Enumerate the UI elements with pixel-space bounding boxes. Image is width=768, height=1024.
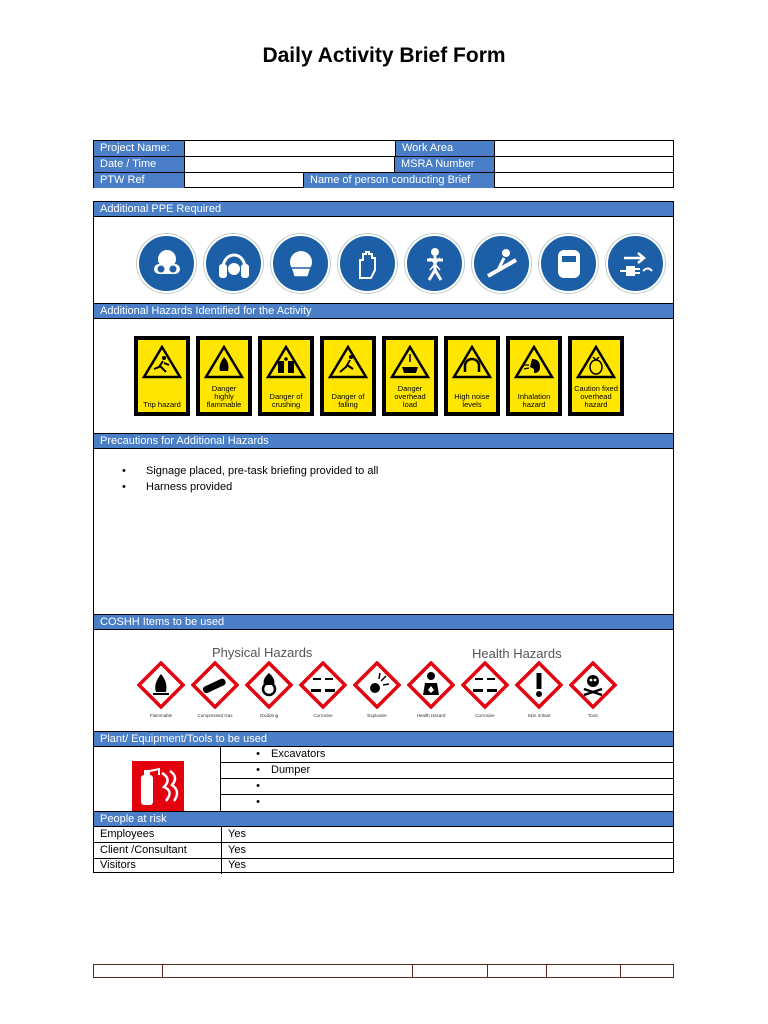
- falling-icon: [328, 345, 368, 379]
- gloves-icon: [338, 234, 397, 293]
- hazard-sign-falling: [320, 336, 376, 416]
- hazard-label: Danger overhead load: [394, 384, 426, 409]
- person-conducting-label: Name of person conducting Brief: [304, 173, 495, 188]
- table-row: [94, 827, 673, 843]
- fire-extinguisher-icon: [132, 761, 184, 811]
- safety-line-icon: [472, 234, 531, 293]
- hazard-label: Danger of falling: [331, 392, 365, 409]
- ghs-compressed-gas: Compressed Gas: [188, 661, 242, 718]
- exploding-bomb-icon: [353, 661, 401, 709]
- hazard-label: Inhalation hazard: [517, 392, 551, 409]
- precautions-section: [93, 433, 674, 615]
- hazard-sign-overhead-load: [382, 336, 438, 416]
- skull-icon: [569, 661, 617, 709]
- people-section: [93, 811, 674, 873]
- goggles-icon: [137, 234, 196, 293]
- ear-icon: [452, 345, 492, 379]
- hazard-sign-trip: [134, 336, 190, 416]
- ghs-explosive: Explosive: [350, 661, 404, 718]
- hazard-sign-inhalation: [506, 336, 562, 416]
- trip-icon: [142, 345, 182, 379]
- hazard-label: Trip hazard: [143, 400, 181, 409]
- gas-cylinder-icon: [191, 661, 239, 709]
- plant-item-row: • Excavators: [221, 747, 673, 763]
- date-time-label: Date / Time: [94, 157, 185, 173]
- ghs-health-hazard: Health Hazard: [404, 661, 458, 718]
- person-conducting-field[interactable]: [495, 173, 673, 188]
- ppe-icons-row: [137, 234, 665, 293]
- exclamation-icon: [515, 661, 563, 709]
- ghs-skin-irritant: Skin Irritant: [512, 661, 566, 718]
- work-area-field[interactable]: [495, 141, 673, 157]
- footer-table: [93, 964, 674, 978]
- coshh-section: [93, 614, 674, 732]
- health-hazard-icon: [407, 661, 455, 709]
- plant-icon-cell: [94, 747, 221, 811]
- ghs-oxidizing: Oxidizing: [242, 661, 296, 718]
- hazards-section: [93, 303, 674, 434]
- hazard-label: Danger highly flammable: [206, 384, 242, 409]
- inhalation-icon: [514, 345, 554, 379]
- ghs-flammable: Flammable: [134, 661, 188, 718]
- precautions-header: Precautions for Additional Hazards: [94, 434, 673, 449]
- hazard-sign-head-hazard: [568, 336, 624, 416]
- overhead-load-icon: [390, 345, 430, 379]
- risk-group-label: Visitors: [100, 859, 136, 871]
- ghs-corrosive-health: Corrosive: [458, 661, 512, 718]
- face-mask-icon: [271, 234, 330, 293]
- work-area-label: Work Area: [395, 141, 495, 157]
- disconnect-plug-icon: [606, 234, 665, 293]
- date-time-field[interactable]: [185, 157, 395, 173]
- msra-number-field[interactable]: [495, 157, 673, 173]
- ppe-section: [93, 201, 674, 304]
- people-header: People at risk: [94, 812, 673, 827]
- hazard-sign-noise: [444, 336, 500, 416]
- ppe-header: Additional PPE Required: [94, 202, 673, 217]
- list-item: • Harness provided: [122, 481, 233, 493]
- ptw-ref-field[interactable]: [185, 173, 304, 188]
- risk-group-label: Employees: [100, 828, 155, 840]
- table-row: [94, 858, 673, 874]
- flame-icon: [204, 345, 244, 379]
- msra-number-label: MSRA Number: [395, 157, 495, 173]
- hazard-sign-crushing: [258, 336, 314, 416]
- hazard-label: Caution fixed overhead hazard: [574, 384, 618, 409]
- health-hazards-title: Health Hazards: [472, 646, 562, 661]
- corrosion-icon: [299, 661, 347, 709]
- precautions-list: [122, 463, 378, 495]
- project-name-label: Project Name:: [94, 141, 185, 157]
- hazard-signs-row: [134, 336, 624, 416]
- crushing-icon: [266, 345, 306, 379]
- page-title: Daily Activity Brief Form: [262, 44, 506, 67]
- corrosion-icon: [461, 661, 509, 709]
- plant-header: Plant/ Equipment/Tools to be used: [94, 732, 673, 747]
- risk-group-value[interactable]: Yes: [228, 859, 246, 871]
- risk-group-label: Client /Consultant: [100, 844, 187, 856]
- coshh-header: COSHH Items to be used: [94, 615, 673, 630]
- ghs-corrosive: Corrosive: [296, 661, 350, 718]
- risk-group-value[interactable]: Yes: [228, 828, 246, 840]
- ear-defenders-icon: [204, 234, 263, 293]
- plant-item-row[interactable]: •: [256, 796, 260, 808]
- hazard-label: Danger of crushing: [269, 392, 303, 409]
- hazard-label: High noise levels: [454, 392, 490, 409]
- harness-icon: [405, 234, 464, 293]
- plant-item-row[interactable]: •: [221, 779, 673, 795]
- hazard-sign-flammable: [196, 336, 252, 416]
- plant-item-row: • Dumper: [221, 763, 673, 779]
- risk-group-value[interactable]: Yes: [228, 844, 246, 856]
- physical-hazards-title: Physical Hazards: [212, 645, 313, 660]
- ptw-ref-label: PTW Ref: [94, 173, 185, 188]
- ghs-toxic: Toxic: [566, 661, 620, 718]
- hazards-header: Additional Hazards Identified for the Activity: [94, 304, 673, 319]
- plant-section: [93, 731, 674, 812]
- welding-mask-icon: [539, 234, 598, 293]
- table-row: [94, 843, 673, 859]
- list-item: • Signage placed, pre-task briefing provided to all: [122, 465, 379, 477]
- project-info-table: [93, 140, 674, 188]
- flame-icon: [137, 661, 185, 709]
- ghs-symbols-row: [134, 661, 620, 718]
- flame-over-circle-icon: [245, 661, 293, 709]
- head-hazard-icon: [576, 345, 616, 379]
